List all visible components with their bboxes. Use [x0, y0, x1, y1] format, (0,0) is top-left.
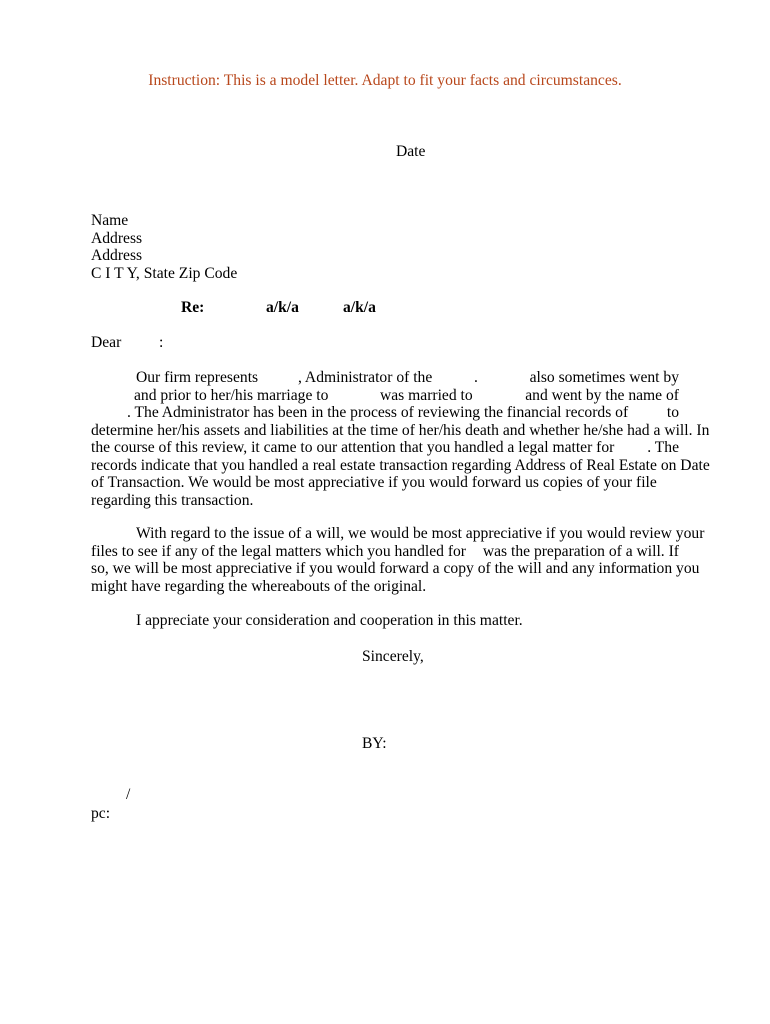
p2-line2-b: was the preparation of a will. If: [482, 542, 679, 560]
p1-line2-b: was married to: [380, 386, 473, 404]
p1-line1-d: also sometimes went by: [529, 369, 679, 386]
p1-line6: records indicate that you handled a real estate transaction regarding Address of Real Estate on Date: [91, 456, 710, 474]
recipient-city-line: C I T Y, State Zip Code: [91, 264, 238, 282]
paragraph-3: I appreciate your consideration and cooperation in this matter.: [136, 612, 523, 629]
p1-line2-c: and went by the name of: [525, 386, 679, 404]
re-aka-1: a/k/a: [266, 299, 299, 316]
p1-line7: of Transaction. We would be most appreciative if you would forward us copies of your file: [91, 474, 657, 491]
salutation-dear: Dear: [91, 334, 122, 351]
p1-line3-a: . The Administrator has been in the process of reviewing the financial records of: [127, 404, 629, 421]
p1-line1-b: , Administrator of the: [298, 369, 433, 386]
letter-date: Date: [396, 143, 426, 160]
paragraph-1: [91, 369, 710, 509]
initials-slash: /: [126, 786, 131, 803]
p1-line4: determine her/his assets and liabilities at the time of her/his death and whether he/she had a will. In: [91, 421, 710, 439]
recipient-address-block: [91, 212, 237, 282]
signature-by: BY:: [362, 735, 387, 752]
instruction-note: Instruction: This is a model letter. Adapt to fit your facts and circumstances.: [148, 72, 622, 89]
recipient-name: Name: [91, 212, 129, 229]
pc-line: pc:: [91, 805, 111, 822]
p1-line5-b: . The: [647, 439, 679, 456]
p1-line1-a: Our firm represents: [136, 369, 259, 386]
p2-line3: so, we will be most appreciative if you would forward a copy of the will and any information you: [91, 560, 700, 577]
recipient-address-line-2: Address: [91, 247, 143, 264]
p2-line2-a: files to see if any of the legal matters which you handled for: [91, 542, 466, 560]
re-aka-2: a/k/a: [343, 299, 376, 316]
p1-line2-a: and prior to her/his marriage to: [134, 386, 329, 404]
p1-line8: regarding this transaction.: [91, 491, 254, 509]
p2-line4: might have regarding the whereabouts of the original.: [91, 577, 427, 595]
p1-line5-a: the course of this review, it came to our attention that you handled a legal matter for: [91, 439, 615, 456]
salutation-colon: :: [159, 334, 164, 351]
p1-line1-c: .: [474, 369, 478, 386]
p2-line1: With regard to the issue of a will, we would be most appreciative if you would review your: [136, 525, 705, 542]
paragraph-2: [91, 525, 705, 595]
p1-line3-b: to: [666, 404, 679, 421]
re-label: Re:: [181, 299, 205, 316]
recipient-address-line-1: Address: [91, 229, 143, 247]
closing-sincerely: Sincerely,: [362, 648, 424, 665]
